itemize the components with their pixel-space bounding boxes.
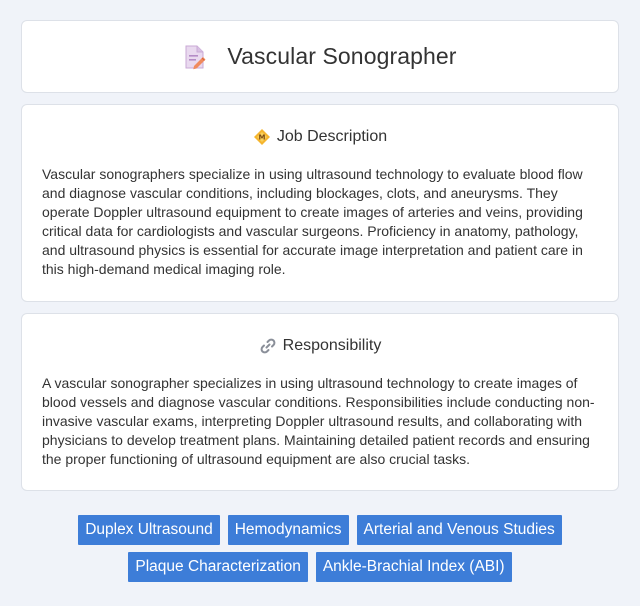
responsibility-heading (42, 336, 598, 356)
job-description-heading-text: Job Description (276, 128, 388, 145)
job-description-card (21, 104, 619, 302)
tag-duplex-ultrasound[interactable]: Duplex Ultrasound (78, 515, 220, 545)
tag-ankle-brachial-index[interactable]: Ankle-Brachial Index (ABI) (316, 552, 512, 582)
tag-plaque-characterization[interactable]: Plaque Characterization (128, 552, 307, 582)
skill-tags (0, 515, 640, 582)
document-edit-icon (183, 44, 207, 70)
link-icon (259, 337, 277, 355)
badge-diamond-icon (253, 128, 271, 146)
title-card (21, 20, 619, 93)
responsibility-heading-text: Responsibility (282, 337, 382, 354)
svg-text:M: M (258, 133, 266, 142)
job-description-text: Vascular sonographers specialize in using ultrasound technology to evaluate blood flow and diagnose vascular conditions, including blockages, clots, and aneurysms. They operate Doppler ultrasound equipment to create images of arteries and veins, providing critical data for cardiologists and vascular surgeons. Proficiency in anatomy, pathology, and ultrasound physics is essential for accurate image interpretation and patient care in this high-demand medical imaging role. (42, 166, 583, 277)
tag-hemodynamics[interactable]: Hemodynamics (228, 515, 349, 545)
responsibility-card (21, 313, 619, 491)
job-description-heading (42, 127, 598, 147)
responsibility-text: A vascular sonographer specializes in using ultrasound technology to create images of blood vessels and diagnose vascular conditions. Responsibilities include conducting non-invasive vascular exams, interpreting Doppler ultrasound results, and collaborating with physicians to develop treatment plans. Maintaining detailed patient records and ensuring the proper functioning of ultrasound equipment are also crucial tasks. (42, 375, 595, 467)
tag-arterial-venous-studies[interactable]: Arterial and Venous Studies (357, 515, 562, 545)
page-title: Vascular Sonographer (227, 43, 457, 69)
